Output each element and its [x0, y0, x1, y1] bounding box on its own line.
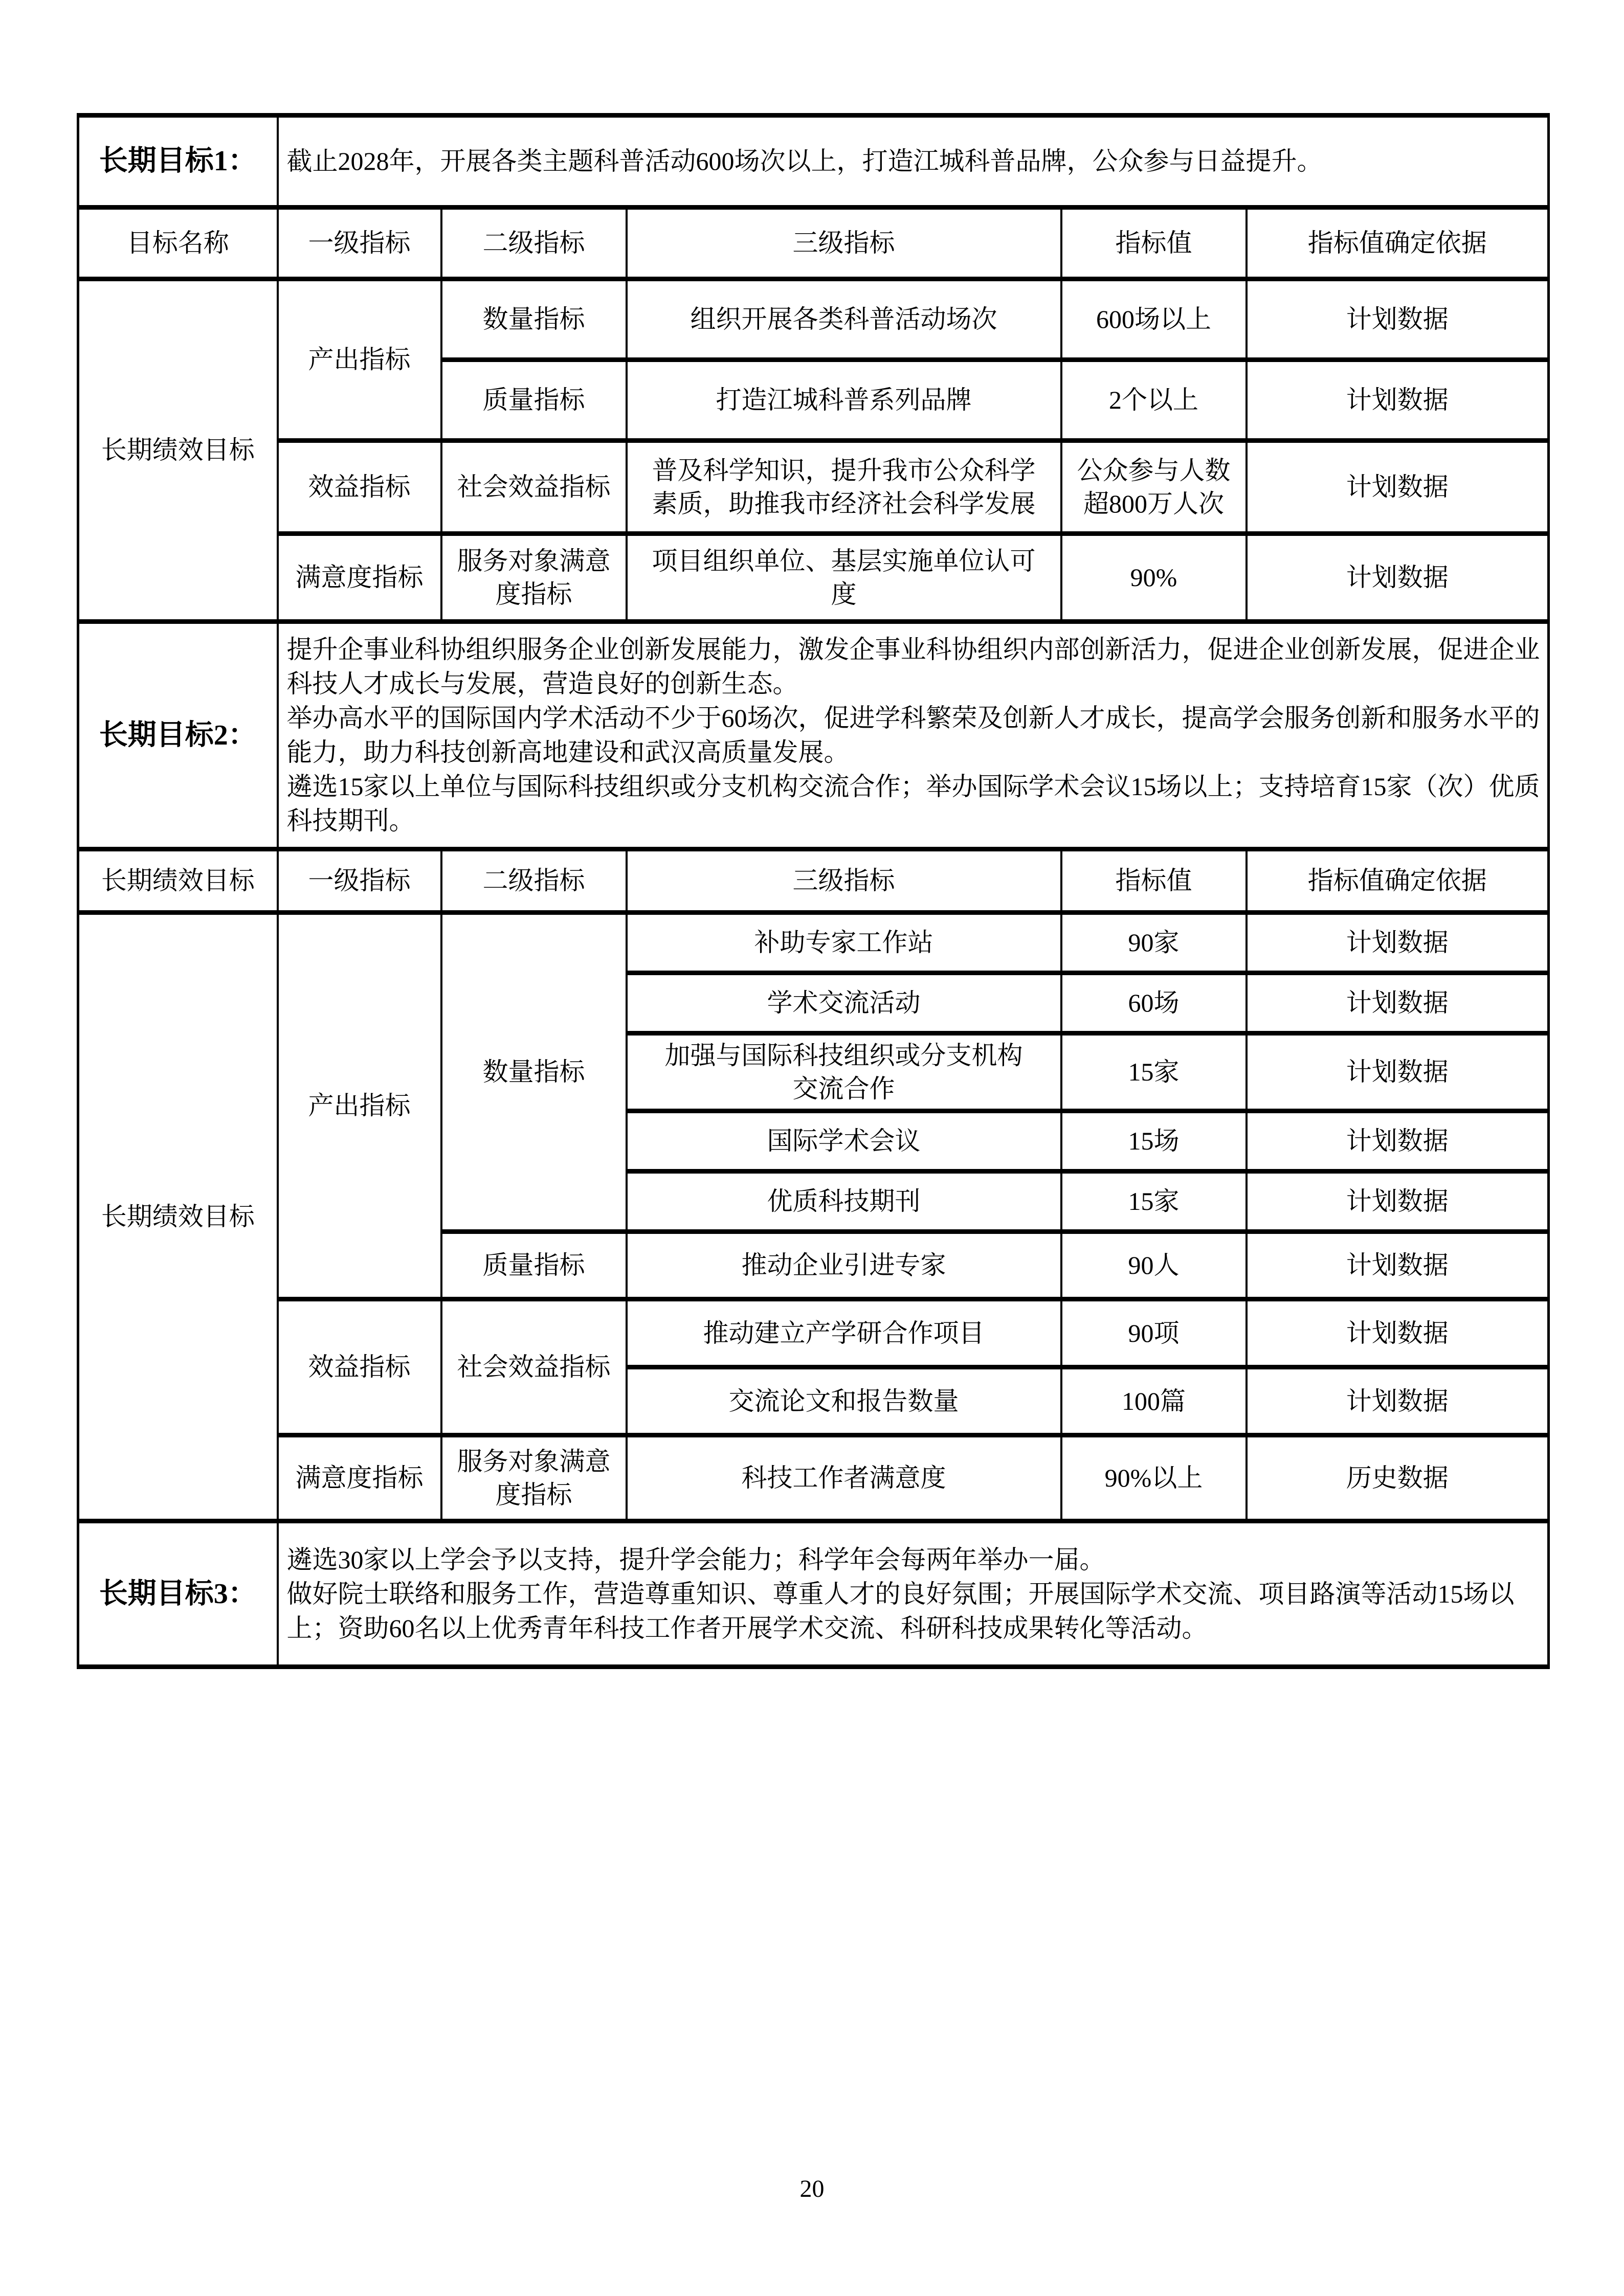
section-a-l1-benefit: 效益指标: [278, 441, 441, 534]
goal1-row: [78, 116, 1549, 208]
basis-cell: 计划数据: [1247, 1111, 1549, 1172]
section-b-row-9: [78, 1435, 1549, 1521]
indicator-text: 科技工作者满意度: [741, 1464, 946, 1492]
indicator-cell: [627, 1435, 1061, 1521]
section-b-row-label: 长期绩效目标: [78, 913, 278, 1521]
indicator-text: 补助专家工作站: [754, 928, 933, 957]
indicator-cell: [627, 1299, 1061, 1367]
basis-cell: 计划数据: [1247, 360, 1549, 441]
value-cell: 90%: [1061, 534, 1247, 622]
section-b-l2-quality: 质量指标: [441, 1232, 627, 1299]
header-b-level3: 三级指标: [627, 849, 1061, 913]
header-row-a: [78, 208, 1549, 279]
indicator-cell: [627, 1172, 1061, 1232]
section-a-l2-service: 服务对象满意度指标: [441, 534, 627, 622]
header-b-level2: 二级指标: [441, 849, 627, 913]
goal1-text-cell: [278, 116, 1549, 208]
indicator-text: 交流论文和报告数量: [728, 1386, 959, 1415]
value-cell: 15家: [1061, 1033, 1247, 1111]
value-cell: 15场: [1061, 1111, 1247, 1172]
section-b-l2-service: 服务对象满意度指标: [441, 1435, 627, 1521]
goal2-label: 长期目标2：: [78, 622, 278, 849]
section-a-row-label: 长期绩效目标: [78, 279, 278, 622]
indicator-cell: [627, 279, 1061, 360]
basis-cell: 计划数据: [1247, 441, 1549, 534]
indicator-text: 优质科技期刊: [767, 1187, 921, 1215]
basis-cell: 计划数据: [1247, 1172, 1549, 1232]
header-b-level1: 一级指标: [278, 849, 441, 913]
indicator-text: 项目组织单位、基层实施单位认可度: [652, 546, 1036, 609]
performance-goals-table: [77, 113, 1550, 1669]
basis-cell: 计划数据: [1247, 1299, 1549, 1367]
indicator-text: 组织开展各类科普活动场次: [690, 305, 997, 333]
goal3-paragraph-2: 做好院士联络和服务工作，营造尊重知识、尊重人才的良好氛围；开展国际学术交流、项目路演等活动15场以上；资助60名以上优秀青年科技工作者开展学术交流、科研科技成果转化等活动。: [286, 1579, 1515, 1642]
indicator-text: 学术交流活动: [767, 988, 921, 1017]
header-a-basis: 指标值确定依据: [1247, 208, 1549, 279]
value-cell: 90项: [1061, 1299, 1247, 1367]
basis-cell: 计划数据: [1247, 1232, 1549, 1299]
header-a-value: 指标值: [1061, 208, 1247, 279]
indicator-text: 加强与国际科技组织或分支机构交流合作: [664, 1041, 1023, 1103]
indicator-text: 国际学术会议: [767, 1127, 921, 1155]
header-a-name: 目标名称: [78, 208, 278, 279]
section-b-l1-output: 产出指标: [278, 913, 441, 1299]
header-a-level2: 二级指标: [441, 208, 627, 279]
section-b-row-7: [78, 1299, 1549, 1367]
section-a-l1-satisfaction: 满意度指标: [278, 534, 441, 622]
page-number: 20: [799, 2175, 825, 2202]
indicator-cell: [627, 1111, 1061, 1172]
goal2-paragraph-2: 举办高水平的国际国内学术活动不少于60场次，促进学科繁荣及创新人才成长，提高学会服务创新和服务水平的能力，助力科技创新高地建设和武汉高质量发展。: [286, 704, 1540, 767]
header-a-level3: 三级指标: [627, 208, 1061, 279]
indicator-text: 普及科学知识，提升我市公众科学素质，助推我市经济社会科学发展: [652, 456, 1036, 518]
goal3-paragraph-1: 遴选30家以上学会予以支持，提升学会能力；科学年会每两年举办一届。: [286, 1545, 1105, 1574]
header-row-b: [78, 849, 1549, 913]
goal2-paragraph-1: 提升企事业科协组织服务企业创新发展能力，激发企事业科协组织内部创新活力，促进企业创新发展，促进企业科技人才成长与发展，营造良好的创新生态。: [286, 635, 1540, 698]
basis-cell: 计划数据: [1247, 1367, 1549, 1435]
value-cell: 90人: [1061, 1232, 1247, 1299]
basis-cell: 计划数据: [1247, 973, 1549, 1033]
header-a-level1: 一级指标: [278, 208, 441, 279]
indicator-text: 推动企业引进专家: [741, 1251, 946, 1279]
value-cell: 600场以上: [1061, 279, 1247, 360]
indicator-cell: [627, 1232, 1061, 1299]
basis-cell: 计划数据: [1247, 279, 1549, 360]
indicator-cell: [627, 1367, 1061, 1435]
basis-cell: 历史数据: [1247, 1435, 1549, 1521]
header-b-name: 长期绩效目标: [78, 849, 278, 913]
section-b-l1-satisfaction: 满意度指标: [278, 1435, 441, 1521]
goal2-text-cell: [278, 622, 1549, 849]
section-b-l1-benefit: 效益指标: [278, 1299, 441, 1435]
section-a-row-satisfaction: [78, 534, 1549, 622]
value-cell: 100篇: [1061, 1367, 1247, 1435]
goal3-label: 长期目标3：: [78, 1521, 278, 1667]
indicator-cell: [627, 973, 1061, 1033]
goal3-text-cell: [278, 1521, 1549, 1667]
section-a-row-benefit: [78, 441, 1549, 534]
goal3-row: [78, 1521, 1549, 1667]
section-a-l2-quantity: 数量指标: [441, 279, 627, 360]
goal2-paragraph-3: 遴选15家以上单位与国际科技组织或分支机构交流合作；举办国际学术会议15场以上；支持培育15家（次）优质科技期刊。: [286, 772, 1540, 835]
indicator-cell: [627, 913, 1061, 973]
section-a-l2-quality: 质量指标: [441, 360, 627, 441]
indicator-cell: [627, 1033, 1061, 1111]
value-cell: 90%以上: [1061, 1435, 1247, 1521]
value-cell: 公众参与人数超800万人次: [1061, 441, 1247, 534]
basis-cell: 计划数据: [1247, 534, 1549, 622]
header-b-basis: 指标值确定依据: [1247, 849, 1549, 913]
section-a-l1-output: 产出指标: [278, 279, 441, 441]
value-cell: 15家: [1061, 1172, 1247, 1232]
indicator-cell: [627, 534, 1061, 622]
section-a-l2-social: 社会效益指标: [441, 441, 627, 534]
value-cell: 2个以上: [1061, 360, 1247, 441]
indicator-text: 打造江城科普系列品牌: [716, 386, 972, 414]
goal1-text: 截止2028年，开展各类主题科普活动600场次以上，打造江城科普品牌，公众参与日益提升。: [286, 147, 1323, 175]
value-cell: 90家: [1061, 913, 1247, 973]
section-a-row-quantity: [78, 279, 1549, 360]
section-b-l2-social: 社会效益指标: [441, 1299, 627, 1435]
goal1-label: 长期目标1：: [78, 116, 278, 208]
indicator-cell: [627, 360, 1061, 441]
basis-cell: 计划数据: [1247, 1033, 1549, 1111]
basis-cell: 计划数据: [1247, 913, 1549, 973]
section-b-l2-quantity: 数量指标: [441, 913, 627, 1232]
goal2-row: [78, 622, 1549, 849]
section-b-row-1: [78, 913, 1549, 973]
header-b-value: 指标值: [1061, 849, 1247, 913]
indicator-cell: [627, 441, 1061, 534]
indicator-text: 推动建立产学研合作项目: [703, 1318, 985, 1347]
value-cell: 60场: [1061, 973, 1247, 1033]
